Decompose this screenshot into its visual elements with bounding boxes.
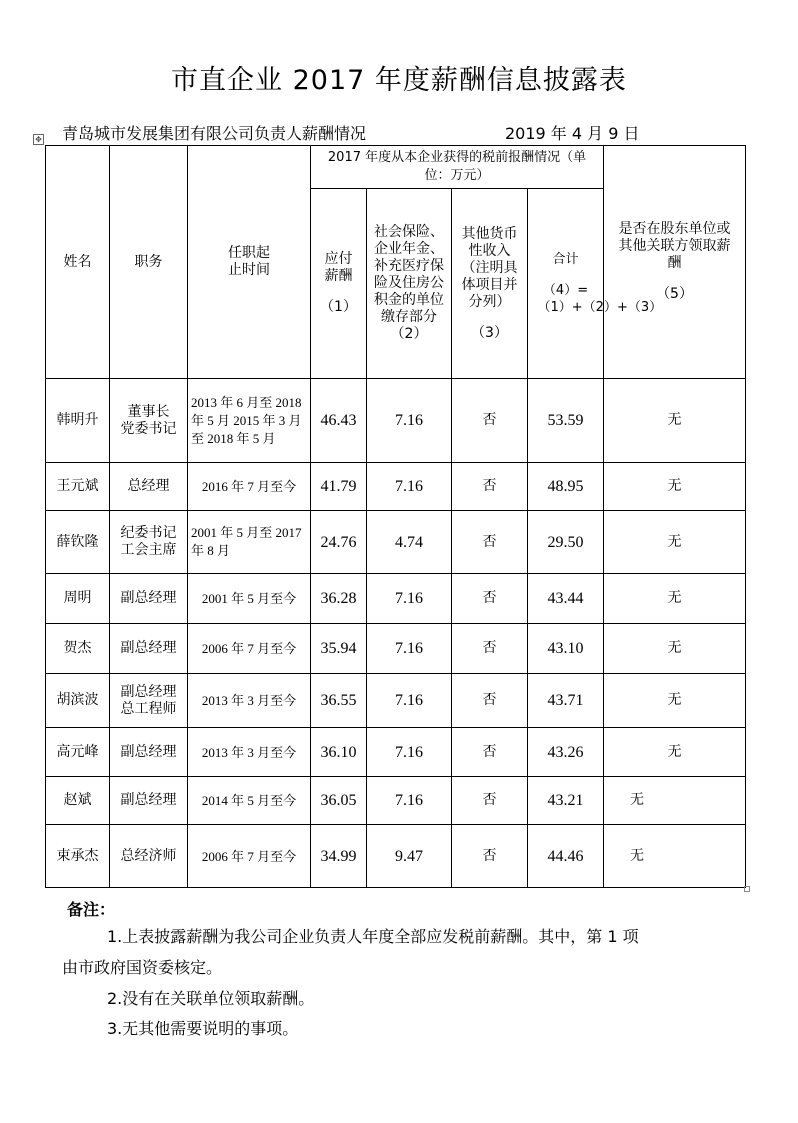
table-row	[46, 624, 746, 674]
note-1: 1.上表披露薪酬为我公司企业负责人年度全部应发税前薪酬。其中，第 1 项	[107, 927, 639, 946]
cell-shareholder: 无	[604, 728, 746, 777]
cell-position: 总经理	[110, 463, 188, 511]
cell-other: 否	[452, 777, 528, 825]
header-shareholder: 是否在股东单位或其他关联方领取薪酬 （5）	[604, 146, 746, 379]
cell-name: 周明	[46, 574, 110, 624]
cell-payable: 36.05	[311, 777, 367, 825]
cell-payable: 35.94	[311, 624, 367, 674]
cell-social: 4.74	[367, 511, 452, 574]
report-date: 2019 年 4 月 9 日	[505, 124, 640, 143]
cell-total: 43.26	[528, 728, 604, 777]
cell-period: 2013 年 3 月至今	[188, 728, 311, 777]
table-row	[46, 511, 746, 574]
cell-social: 7.16	[367, 379, 452, 463]
cell-name: 束承杰	[46, 825, 110, 888]
cell-position: 副总经理	[110, 574, 188, 624]
cell-payable: 36.10	[311, 728, 367, 777]
note-1-cont: 由市政府国资委核定。	[62, 958, 223, 977]
table-row	[46, 674, 746, 728]
table-row	[46, 728, 746, 777]
cell-other: 否	[452, 825, 528, 888]
cell-period: 2001 年 5 月至 2017 年 8 月	[188, 511, 311, 574]
cell-payable: 41.79	[311, 463, 367, 511]
cell-other: 否	[452, 728, 528, 777]
cell-payable: 34.99	[311, 825, 367, 888]
cell-period: 2013 年 3 月至今	[188, 674, 311, 728]
cell-total: 43.21	[528, 777, 604, 825]
cell-period: 2013 年 6 月至 2018 年 5 月 2015 年 3 月至 2018 年 5 月	[188, 379, 311, 463]
cell-other: 否	[452, 511, 528, 574]
table-row	[46, 825, 746, 888]
salary-table	[45, 145, 746, 888]
header-social: 社会保险、企业年金、补充医疗保险及住房公积金的单位缴存部分 （2）	[367, 189, 452, 379]
cell-period: 2001 年 5 月至今	[188, 574, 311, 624]
cell-social: 7.16	[367, 574, 452, 624]
header-name: 姓名	[46, 146, 110, 379]
cell-payable: 24.76	[311, 511, 367, 574]
cell-position: 副总经理 总工程师	[110, 674, 188, 728]
cell-other: 否	[452, 379, 528, 463]
cell-shareholder: 无	[604, 825, 746, 888]
cell-name: 韩明升	[46, 379, 110, 463]
cell-total: 43.10	[528, 624, 604, 674]
header-total: 合计 （4）=（1）+（2）+（3）	[528, 189, 604, 379]
cell-period: 2016 年 7 月至今	[188, 463, 311, 511]
note-2: 2.没有在关联单位领取薪酬。	[107, 989, 315, 1008]
cell-payable: 36.28	[311, 574, 367, 624]
cell-period: 2006 年 7 月至今	[188, 624, 311, 674]
cell-position: 副总经理	[110, 777, 188, 825]
cell-position: 总经济师	[110, 825, 188, 888]
header-position: 职务	[110, 146, 188, 379]
cell-shareholder: 无	[604, 674, 746, 728]
cell-shareholder: 无	[604, 624, 746, 674]
cell-payable: 36.55	[311, 674, 367, 728]
header-group: 2017 年度从本企业获得的税前报酬情况（单位：万元）	[311, 146, 604, 189]
cell-social: 7.16	[367, 463, 452, 511]
cell-name: 王元斌	[46, 463, 110, 511]
notes-heading: 备注：	[67, 900, 116, 919]
cell-other: 否	[452, 624, 528, 674]
cell-position: 董事长 党委书记	[110, 379, 188, 463]
table-row	[46, 777, 746, 825]
cell-shareholder: 无	[604, 574, 746, 624]
cell-name: 胡滨波	[46, 674, 110, 728]
company-line: 青岛城市发展集团有限公司负责人薪酬情况	[62, 124, 367, 143]
page-title: 市直企业 2017 年度薪酬信息披露表	[171, 65, 627, 96]
table-row	[46, 463, 746, 511]
table-row	[46, 574, 746, 624]
cell-name: 赵斌	[46, 777, 110, 825]
cell-total: 43.44	[528, 574, 604, 624]
cell-other: 否	[452, 463, 528, 511]
cell-social: 7.16	[367, 624, 452, 674]
header-payable: 应付薪酬 （1）	[311, 189, 367, 379]
cell-social: 9.47	[367, 825, 452, 888]
cell-name: 贺杰	[46, 624, 110, 674]
cell-social: 7.16	[367, 674, 452, 728]
cell-total: 48.95	[528, 463, 604, 511]
cell-name: 薛钦隆	[46, 511, 110, 574]
cell-total: 29.50	[528, 511, 604, 574]
cell-shareholder: 无	[604, 379, 746, 463]
header-other: 其他货币性收入（注明具体项目并分列） （3）	[452, 189, 528, 379]
cell-position: 纪委书记 工会主席	[110, 511, 188, 574]
cell-total: 44.46	[528, 825, 604, 888]
note-3: 3.无其他需要说明的事项。	[107, 1019, 299, 1038]
cell-shareholder: 无	[604, 511, 746, 574]
cell-other: 否	[452, 574, 528, 624]
cell-other: 否	[452, 674, 528, 728]
cell-shareholder: 无	[604, 777, 746, 825]
cell-period: 2006 年 7 月至今	[188, 825, 311, 888]
table-resize-handle[interactable]	[744, 886, 750, 892]
header-period: 任职起止时间	[188, 146, 311, 379]
cell-payable: 46.43	[311, 379, 367, 463]
cell-shareholder: 无	[604, 463, 746, 511]
cell-name: 高元峰	[46, 728, 110, 777]
table-move-handle-icon[interactable]: ✥	[33, 134, 44, 145]
cell-social: 7.16	[367, 777, 452, 825]
table-row	[46, 379, 746, 463]
cell-social: 7.16	[367, 728, 452, 777]
cell-position: 副总经理	[110, 728, 188, 777]
cell-period: 2014 年 5 月至今	[188, 777, 311, 825]
cell-total: 53.59	[528, 379, 604, 463]
cell-position: 副总经理	[110, 624, 188, 674]
cell-total: 43.71	[528, 674, 604, 728]
